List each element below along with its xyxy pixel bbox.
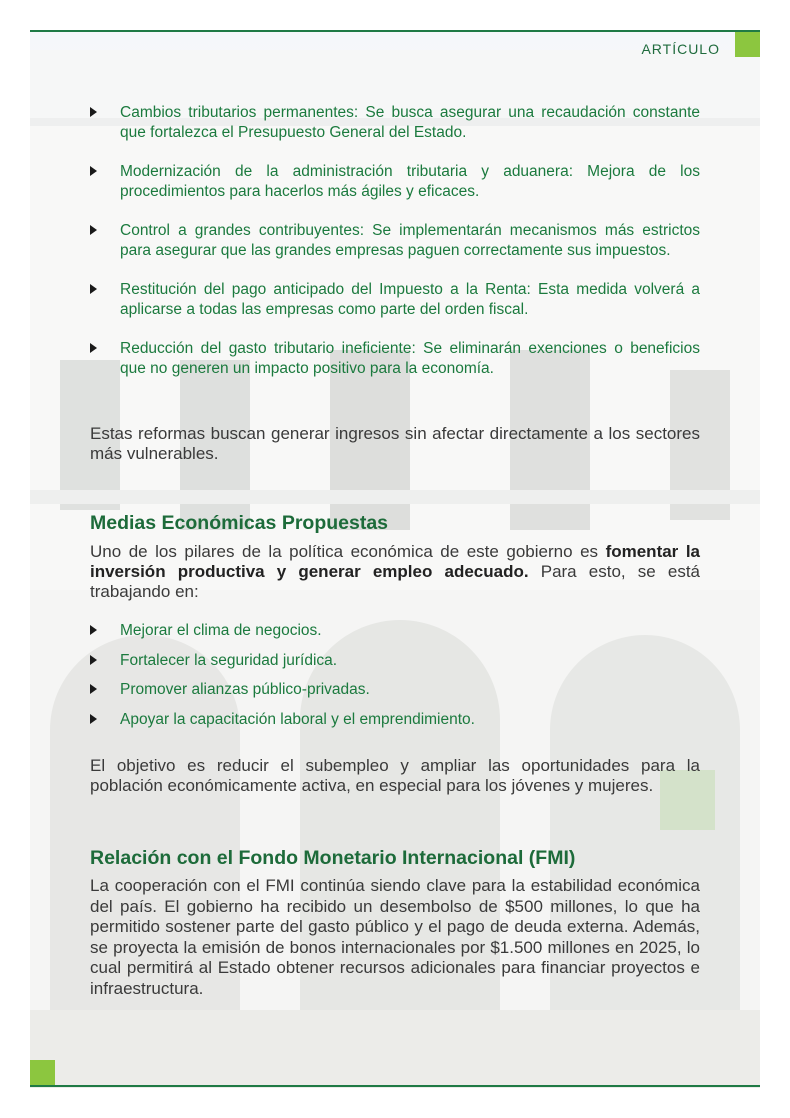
- bullet-triangle-icon: [90, 284, 97, 294]
- bullet-triangle-icon: [90, 655, 97, 665]
- bottom-rule: [30, 1085, 760, 1087]
- list-item: [90, 621, 700, 641]
- list-item-text: Cambios tributarios permanentes: Se busca asegurar una recaudación constante que fortalezca el Presupuesto General del Estado.: [120, 104, 700, 141]
- measures-list: [90, 621, 700, 739]
- list-item-text: Control a grandes contribuyentes: Se implementarán mecanismos más estrictos para asegurar que las grandes empresas paguen correctamente sus impuestos.: [120, 222, 700, 259]
- imf-body: La cooperación con el FMI continúa siendo clave para la estabilidad económica del país. El gobierno ha recibido un desembolso de $500 millones, lo que ha permitido sostener parte del gasto público y el pago de deuda externa. Además, se proyecta la emisión de bonos internacionales por $1.500 millones en 2025, lo cual permitirá al Estado obtener recursos adicionales para financiar proyectos e infraestructura.: [90, 876, 700, 998]
- list-item: [90, 680, 700, 700]
- list-item: [90, 710, 700, 730]
- measures-intro-after: Para esto, se está trabajando en:: [90, 562, 700, 601]
- section-heading-measures: Medias Económicas Propuestas: [90, 512, 389, 534]
- list-item: [90, 280, 700, 319]
- list-item: [90, 651, 700, 671]
- measures-conclusion: El objetivo es reducir el subempleo y ampliar las oportunidades para la población económicamente activa, en especial para los jóvenes y mujeres.: [90, 756, 700, 795]
- bottom-accent-square: [30, 1060, 55, 1085]
- reforms-list: [90, 103, 700, 398]
- list-item-text: Modernización de la administración tributaria y aduanera: Mejora de los procedimientos para hacerlos más ágiles y eficaces.: [120, 163, 700, 200]
- list-item: [90, 339, 700, 378]
- list-item-text: Mejorar el clima de negocios.: [120, 622, 322, 639]
- section-label: ARTÍCULO: [641, 41, 720, 57]
- bullet-triangle-icon: [90, 343, 97, 353]
- list-item: [90, 162, 700, 201]
- top-rule: [30, 30, 760, 32]
- list-item-text: Apoyar la capacitación laboral y el emprendimiento.: [120, 710, 475, 728]
- bullet-triangle-icon: [90, 714, 97, 724]
- measures-intro: [90, 542, 700, 602]
- reforms-summary: Estas reformas buscan generar ingresos sin afectar directamente a los sectores más vulnerables.: [90, 424, 700, 463]
- top-accent-square: [735, 32, 760, 57]
- bullet-triangle-icon: [90, 625, 97, 635]
- measures-intro-bold: fomentar la inversión productiva y generar empleo adecuado.: [90, 542, 700, 581]
- list-item: [90, 103, 700, 142]
- measures-intro-before: Uno de los pilares de la política económica de este gobierno es: [90, 542, 606, 561]
- list-item-text: Reducción del gasto tributario ineficiente: Se eliminarán exenciones o beneficios que no generen un impacto positivo para la economía.: [120, 340, 700, 377]
- list-item-text: Restitución del pago anticipado del Impuesto a la Renta: Esta medida volverá a aplicarse a todas las empresas como parte del orden fiscal.: [120, 281, 700, 318]
- bullet-triangle-icon: [90, 684, 97, 694]
- list-item-text: Promover alianzas público-privadas.: [120, 681, 370, 698]
- list-item: [90, 221, 700, 260]
- section-heading-imf: Relación con el Fondo Monetario Internacional (FMI): [90, 847, 576, 869]
- bullet-triangle-icon: [90, 107, 97, 117]
- bullet-triangle-icon: [90, 166, 97, 176]
- list-item-text: Fortalecer la seguridad jurídica.: [120, 651, 338, 669]
- bullet-triangle-icon: [90, 225, 97, 235]
